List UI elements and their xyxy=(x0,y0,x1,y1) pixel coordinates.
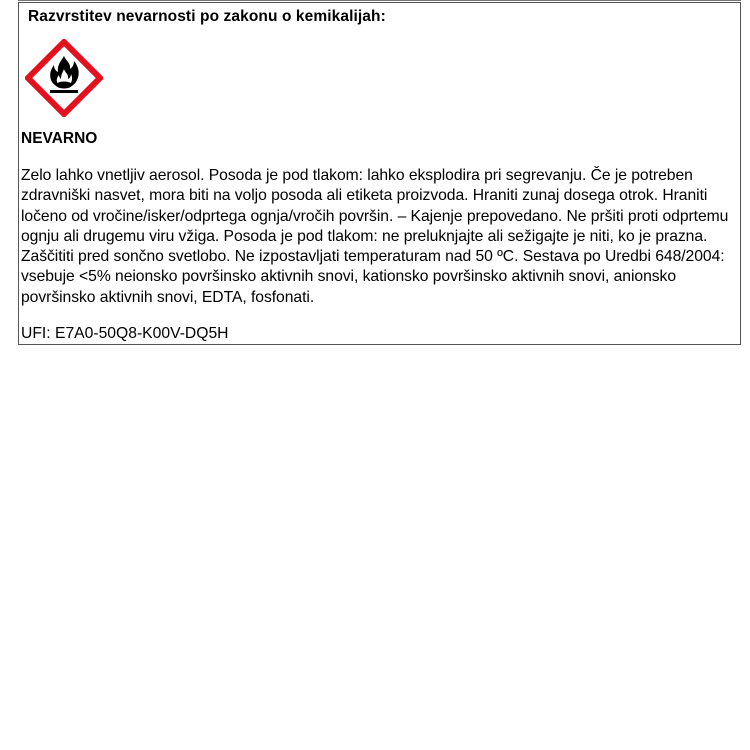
ufi-code: UFI: E7A0-50Q8-K00V-DQ5H xyxy=(21,325,229,342)
hazard-precautionary-statements: Zelo lahko vnetljiv aerosol. Posoda je pod tlakom: lahko eksplodira pri segrevanju. Če je potreben zdravniški nasvet, mora biti na voljo posoda ali etiketa proizvoda. Hraniti zunaj dosega otrok. Hraniti ločeno od vročine/isker/odprtega ognja/vročih površin. – Kajenje prepovedano. Ne pršiti proti odprtemu ognju ali drugemu viru vžiga. Posoda je pod tlakom: ne preluknjajte ali sežigajte je niti, ko je prazna. Zaščititi pred sončno svetlobo. Ne izpostavljati temperaturam nad 50 ºC. Sestava po Uredbi 648/2004: vsebuje <5% neionsko površinsko aktivnih snovi, kationsko površinsko aktivnih snovi, anionsko površinsko aktivnih snovi, EDTA, fosfonati. xyxy=(21,167,729,306)
top-divider xyxy=(18,0,741,1)
hazard-classification-heading: Razvrstitev nevarnosti po zakonu o kemikalijah: xyxy=(28,8,386,25)
flame-pictogram-icon xyxy=(25,39,103,117)
hazard-label-box xyxy=(18,2,741,345)
signal-word: NEVARNO xyxy=(21,130,98,147)
